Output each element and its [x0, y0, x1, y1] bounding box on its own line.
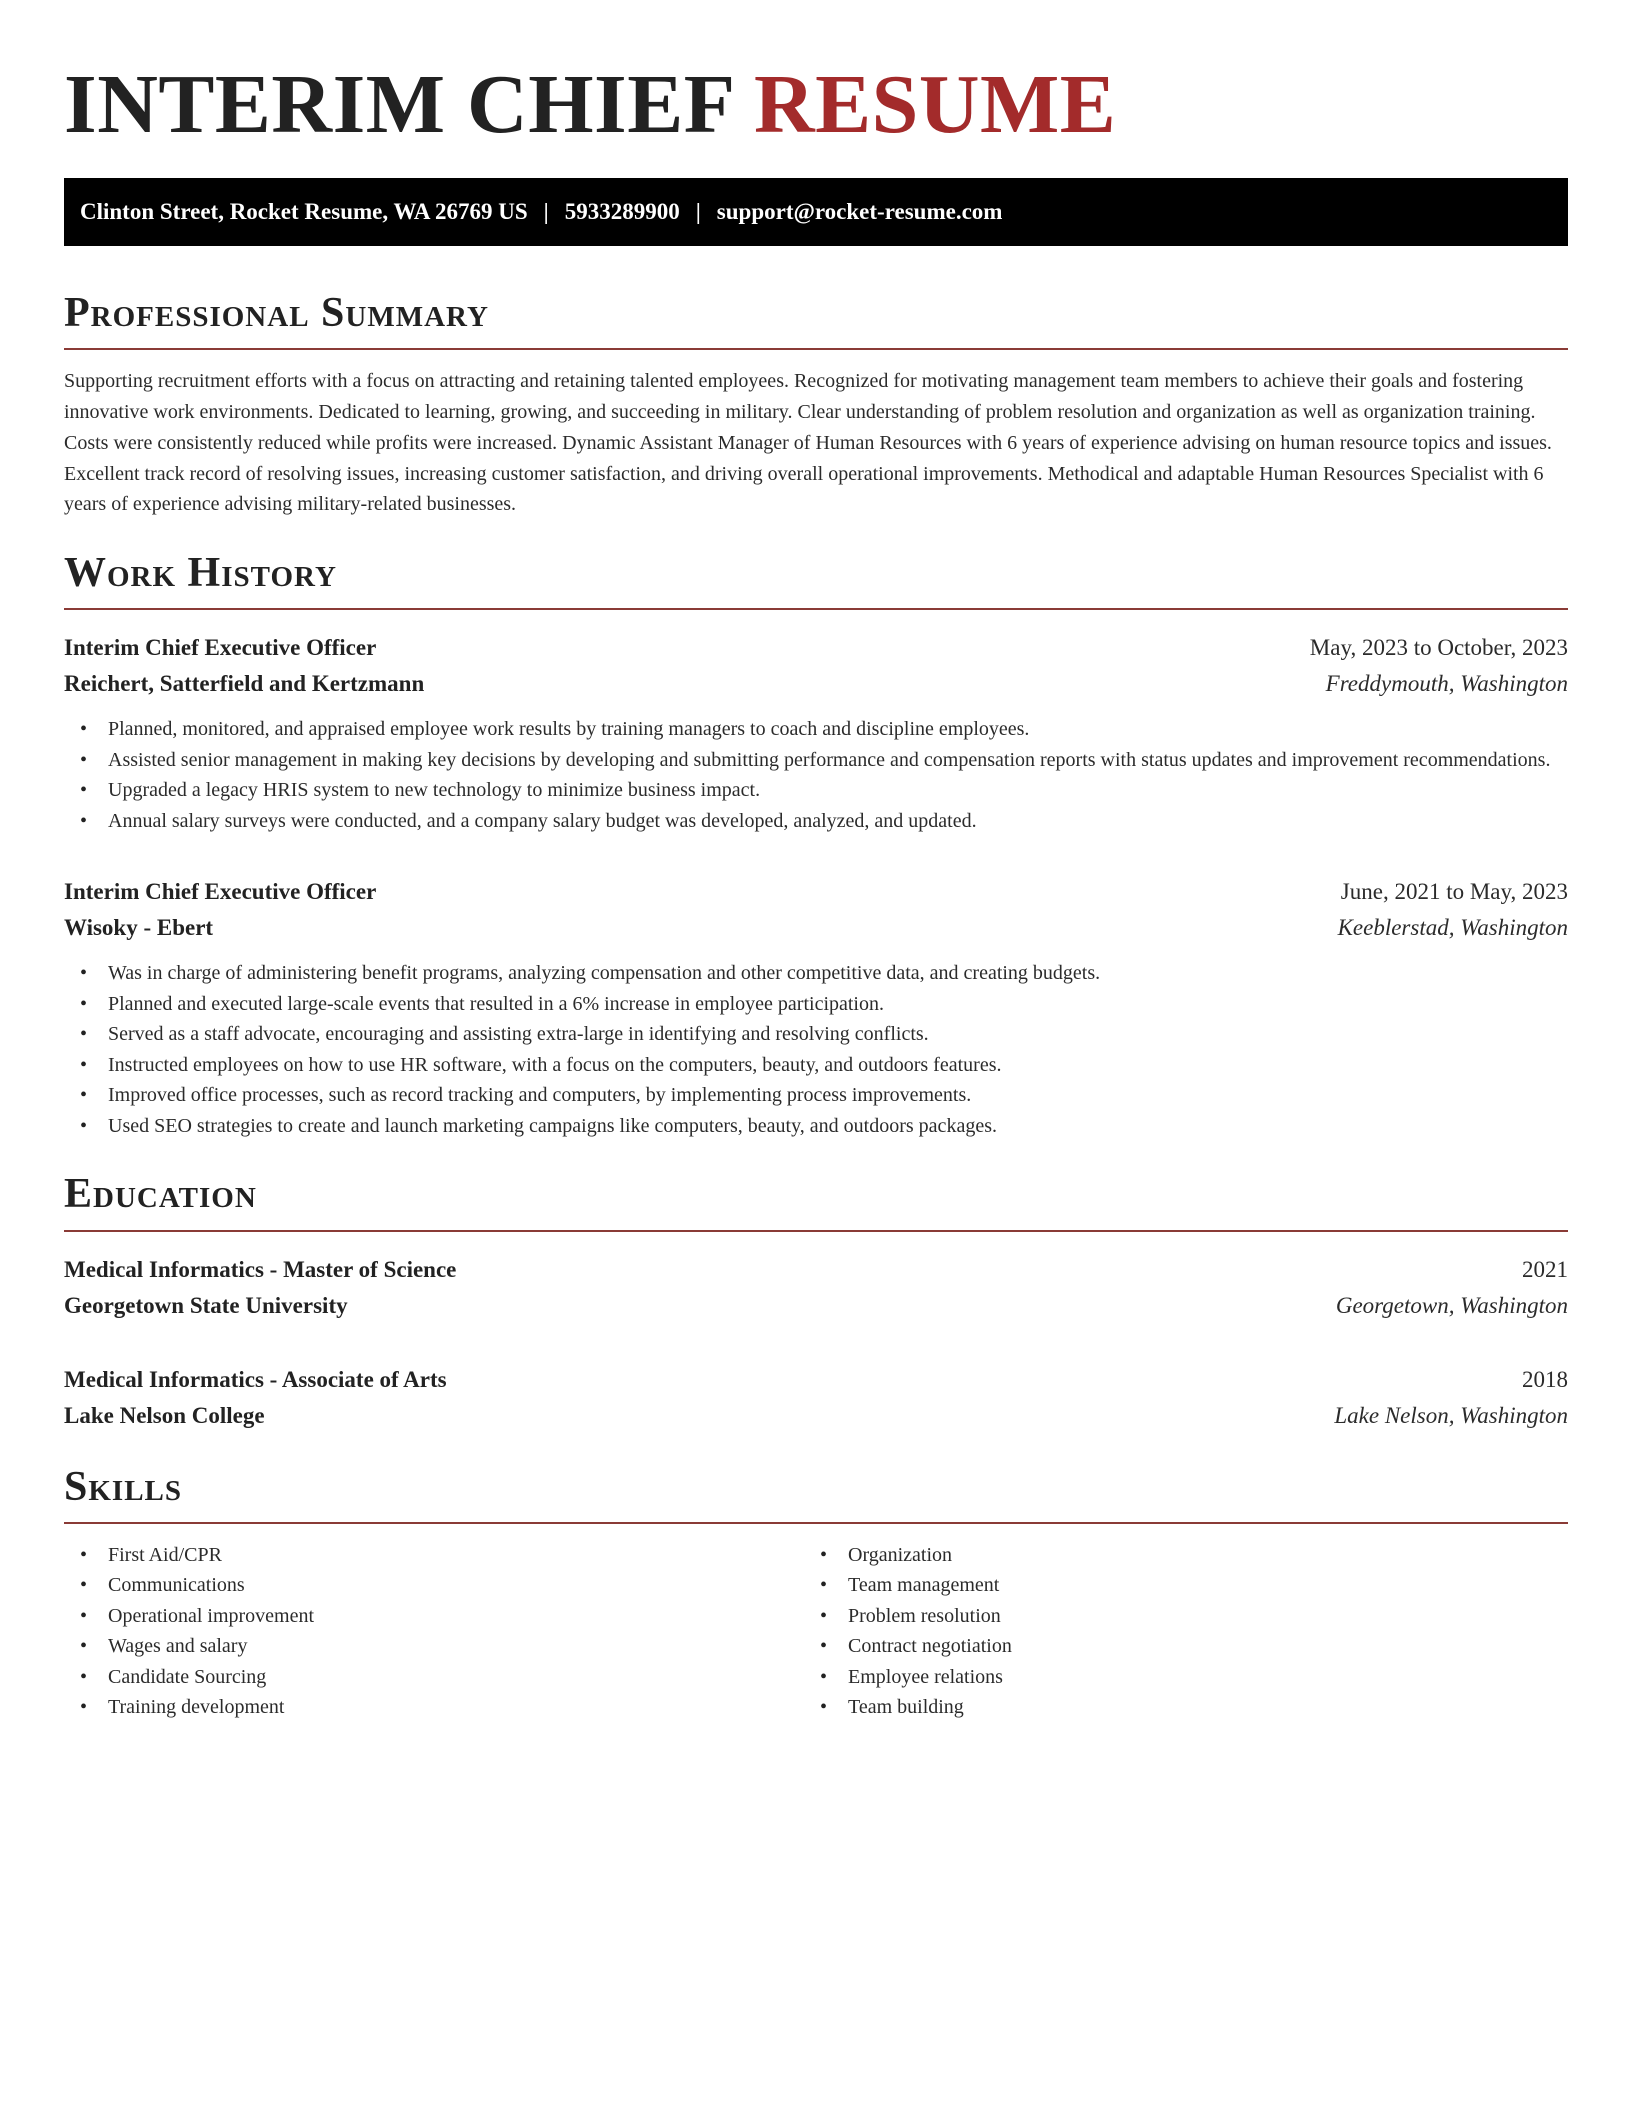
job-bullet: • Planned, monitored, and appraised employee work results by training managers to coach and discipline employees.: [64, 714, 1568, 745]
summary-text: Supporting recruitment efforts with a focus on attracting and retaining talented employees. Recognized for motivating management team members to achieve their goals and fostering innovative work environments. Dedicated to learning, growing, and succeeding in military. Clear understanding of problem resolution and organization as well as organization training. Costs were consistently reduced while profits were increased. Dynamic Assistant Manager of Human Resources with 6 years of experience advising on human resource topics and issues. Excellent track record of resolving issues, increasing customer satisfaction, and driving overall operational improvements. Methodical and adaptable Human Resources Specialist with 6 years of experience advising military-related businesses.: [64, 370, 1552, 516]
job-bullet: • Was in charge of administering benefit programs, analyzing compensation and other competitive data, and creating budgets.: [64, 958, 1568, 989]
job-company: Wisoky - Ebert: [64, 915, 214, 941]
job-bullet: • Annual salary surveys were conducted, and a company salary budget was developed, analyzed, and updated.: [64, 806, 1568, 837]
skills-column-right: [804, 1540, 1544, 1723]
graduation-year: 2018: [1522, 1366, 1568, 1392]
job-bullet: • Served as a staff advocate, encouraging and assisting extra-large in identifying and resolving conflicts.: [64, 1019, 1568, 1050]
degree: Medical Informatics - Associate of Arts: [64, 1366, 447, 1392]
skill-item: • First Aid/CPR: [64, 1540, 804, 1571]
job-dates: May, 2023 to October, 2023: [1309, 635, 1568, 661]
skill-item: • Candidate Sourcing: [64, 1662, 804, 1693]
skill-item: • Communications: [64, 1570, 804, 1601]
work-history-section: [64, 550, 1568, 1141]
job-location: Freddymouth, Washington: [1325, 671, 1568, 697]
skill-item: • Wages and salary: [64, 1631, 804, 1662]
education-entry: [64, 1252, 1568, 1324]
contact-phone: 5933289900: [564, 199, 680, 225]
skill-item: • Organization: [804, 1540, 1544, 1571]
job-bullet: • Planned and executed large-scale events that resulted in a 6% increase in employee participation.: [64, 989, 1568, 1020]
title-main: INTERIM CHIEF: [64, 58, 733, 151]
job-bullet: • Upgraded a legacy HRIS system to new technology to minimize business impact.: [64, 775, 1568, 806]
skills-heading: Skills: [64, 1464, 1568, 1524]
skill-item: • Problem resolution: [804, 1601, 1544, 1632]
job-location: Keeblerstad, Washington: [1337, 915, 1568, 941]
skill-item: • Contract negotiation: [804, 1631, 1544, 1662]
skill-item: • Operational improvement: [64, 1601, 804, 1632]
job-dates: June, 2021 to May, 2023: [1340, 879, 1568, 905]
contact-separator: |: [543, 199, 549, 225]
school: Lake Nelson College: [64, 1402, 265, 1428]
job-entry: [64, 630, 1568, 836]
title-accent: RESUME: [753, 58, 1117, 151]
job-company: Reichert, Satterfield and Kertzmann: [64, 671, 425, 697]
skill-item: • Team building: [804, 1692, 1544, 1723]
job-bullet: • Improved office processes, such as record tracking and computers, by implementing process improvements.: [64, 1080, 1568, 1111]
contact-email: support@rocket-resume.com: [716, 199, 1003, 225]
skill-item: • Training development: [64, 1692, 804, 1723]
contact-bar: [64, 178, 1568, 246]
skills-section: [64, 1464, 1568, 1723]
job-entry: [64, 874, 1568, 1141]
skill-item: • Employee relations: [804, 1662, 1544, 1693]
school-location: Lake Nelson, Washington: [1334, 1402, 1568, 1428]
education-entry: [64, 1362, 1568, 1434]
job-title: Interim Chief Executive Officer: [64, 879, 377, 905]
summary-section: [64, 290, 1568, 520]
resume-title: [64, 58, 1568, 152]
skills-column-left: [64, 1540, 804, 1723]
contact-separator: |: [695, 199, 701, 225]
job-title: Interim Chief Executive Officer: [64, 635, 377, 661]
skills-list: [64, 1540, 1568, 1723]
job-bullets: [64, 958, 1568, 1141]
work-history-heading: Work History: [64, 550, 1568, 610]
graduation-year: 2021: [1522, 1256, 1568, 1282]
degree: Medical Informatics - Master of Science: [64, 1256, 457, 1282]
job-bullet: • Assisted senior management in making key decisions by developing and submitting performance and compensation reports with status updates and improvement recommendations.: [64, 745, 1568, 776]
education-heading: Education: [64, 1171, 1568, 1231]
skill-item: • Team management: [804, 1570, 1544, 1601]
job-bullets: [64, 714, 1568, 836]
school: Georgetown State University: [64, 1292, 348, 1318]
summary-heading: Professional Summary: [64, 290, 1568, 350]
contact-address: Clinton Street, Rocket Resume, WA 26769 US: [80, 199, 528, 225]
school-location: Georgetown, Washington: [1335, 1292, 1568, 1318]
job-bullet: • Instructed employees on how to use HR software, with a focus on the computers, beauty, and outdoors features.: [64, 1050, 1568, 1081]
job-bullet: • Used SEO strategies to create and launch marketing campaigns like computers, beauty, and outdoors packages.: [64, 1111, 1568, 1142]
education-section: [64, 1171, 1568, 1433]
